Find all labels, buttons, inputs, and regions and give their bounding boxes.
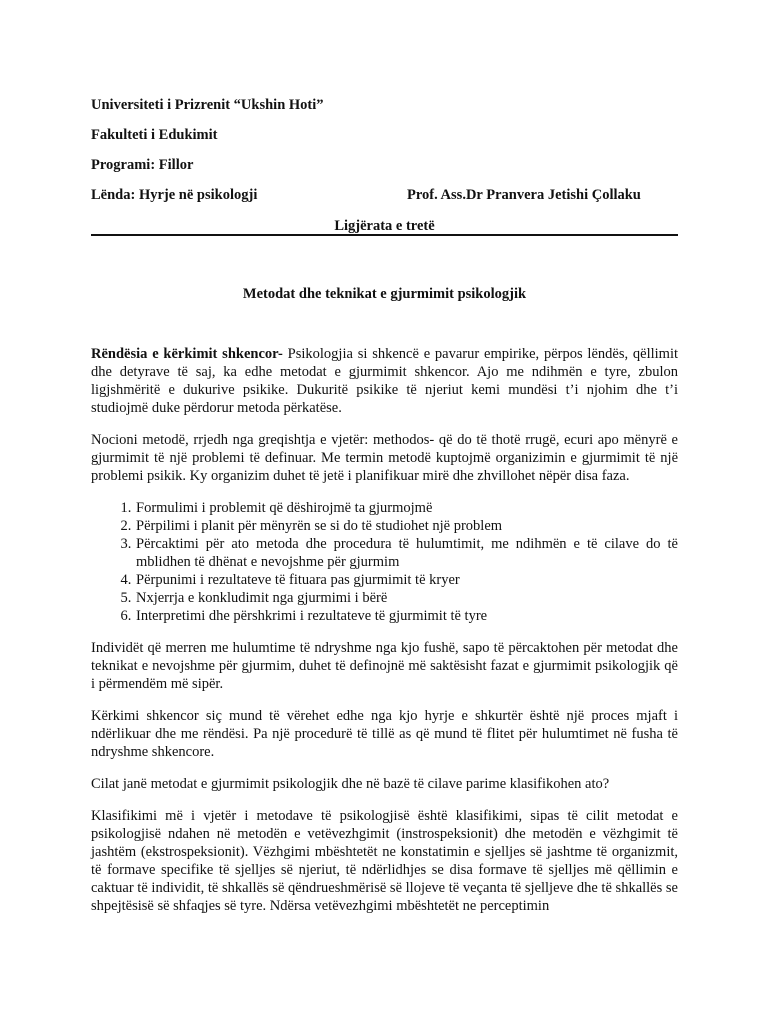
faculty-name: Fakulteti i Edukimit (91, 127, 218, 143)
list-item: 6. Interpretimi dhe përshkrimi i rezultateve të gjurmimit të tyre (135, 607, 678, 625)
paragraph-classification: Klasifikimi më i vjetër i metodave të psikologjisë është klasifikimi, sipas të cilit metodat e psikologjisë ndahen në metodën e vetëvezhgimit (instrospeksionit) dhe metodën e vëzhgimit të jashtëm (ekstrospeksionit). Vëzhgimi mbështetët ne konstatimin e sjelljes së jashtme të organizmit, të formave specifike të sjelljes së njeriut, të ndërlidhjes se disa formave të sjelljes më qëllimin e caktuar të individit, të shkallës së qëndrueshmërisë së llojeve të veçanta të sjelljeve dhe të shkallës se shpejtësisë së shfaqjes së tyre. Ndërsa vetëvezhgimi mbështetët ne perceptimin (91, 808, 678, 914)
paragraph-text: Psikologjia si shkencë e pavarur empirike, përpos lëndës, qëllimit dhe detyrave të saj, ka edhe metodat e gjurmimit shkencor. Ajo me ndihmën e tyre, zbulon ligjshmëritë e dukurive psikike. Dukuritë psikike të njeriut kemi mundësi t’i njohim dhe t’i studiojmë duke përdorur metoda përkatëse. (91, 346, 678, 416)
course-name: Lënda: Hyrje në psikologji (91, 187, 258, 203)
phases-list (91, 499, 678, 625)
lecture-number: Ligjërata e tretë (334, 218, 435, 234)
list-item: 5. Nxjerrja e konkludimit nga gjurmimi i bërë (135, 589, 678, 607)
list-item: 2. Përpilimi i planit për mënyrën se si do të studiohet një problem (135, 517, 678, 535)
list-item: 3. Përcaktimi për ato metoda dhe procedura të hulumtimit, me ndihmën e të cilave do të mblidhen të dhënat e nevojshme për gjurmim (135, 535, 678, 571)
paragraph-method-definition: Nocioni metodë, rrjedh nga greqishtja e vjetër: methodos- që do të thotë rrugë, ecuri apo mënyrë e gjurmimit të një problemi të definuar. Me termin metodë kuptojmë organizimin e gjurmimit të një problemi psikik. Ky organizim duhet të jetë i planifikuar mirë dhe zhvillohet nëpër disa faza. (91, 432, 678, 484)
header-divider (91, 234, 678, 236)
document-title: Metodat dhe teknikat e gjurmimit psikologjik (242, 286, 527, 302)
professor-name: Prof. Ass.Dr Pranvera Jetishi Çollaku (407, 187, 641, 203)
paragraph-lead: Rëndësia e kërkimit shkencor- (91, 346, 283, 362)
university-name: Universiteti i Prizrenit “Ukshin Hoti” (91, 97, 324, 113)
paragraph-research-process: Kërkimi shkencor siç mund të vërehet edhe nga kjo hyrje e shkurtër është një proces mjaft i ndërlikuar dhe me rëndësi. Pa një procedurë të tillë as që mund të flitet për hulumtimet në fusha të ndryshme shkencore. (91, 708, 678, 760)
program-name: Programi: Fillor (91, 157, 194, 173)
list-item: 1. Formulimi i problemit që dëshirojmë ta gjurmojmë (135, 499, 678, 517)
paragraph-researchers: Individët që merren me hulumtime të ndryshme nga kjo fushë, sapo të përcaktohen për metodat dhe teknikat e nevojshme për gjurmim, duhet të definojnë më saktësisht fazat e gjurmimit psikologjik që i përmendëm më sipër. (91, 640, 678, 692)
paragraph-importance (91, 345, 678, 417)
document-body (91, 345, 678, 929)
paragraph-question: Cilat janë metodat e gjurmimit psikologjik dhe në bazë të cilave parime klasifikohen ato? (91, 776, 610, 792)
list-item: 4. Përpunimi i rezultateve të fituara pas gjurmimit të kryer (135, 571, 678, 589)
